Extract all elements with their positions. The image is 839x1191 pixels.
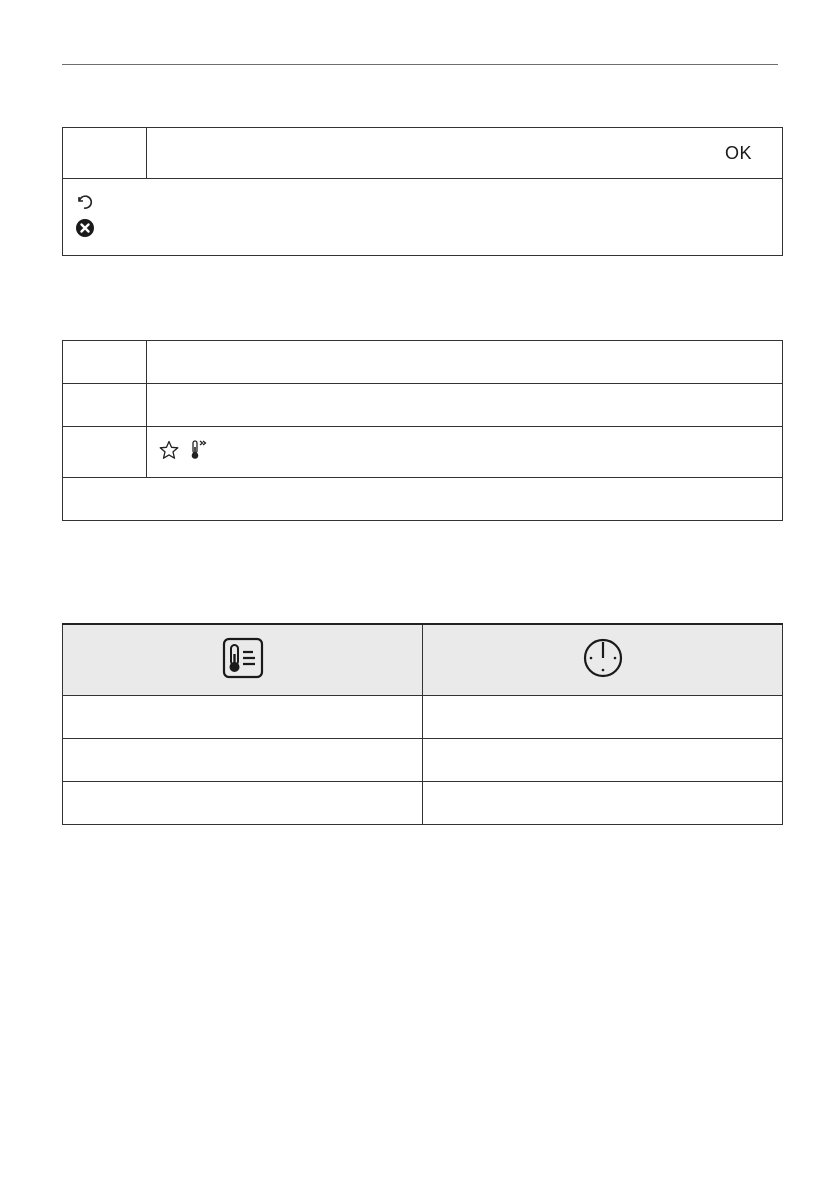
- table-row: [63, 384, 783, 427]
- table-row: [63, 179, 783, 256]
- table-cell: [63, 739, 423, 782]
- cancel-line: [63, 217, 782, 243]
- table-cell: [147, 427, 783, 478]
- table-header-row: [63, 624, 783, 696]
- table-row: [63, 739, 783, 782]
- table-cell: [147, 128, 783, 179]
- table-cell: [423, 696, 783, 739]
- header-rule: [62, 64, 778, 65]
- table-cell: [423, 739, 783, 782]
- table-cell: [63, 478, 783, 521]
- table-row: [63, 341, 783, 384]
- table-header-cell: [423, 624, 783, 696]
- table-cell: [63, 782, 423, 825]
- table-cell: [63, 179, 783, 256]
- core-temperature-sensor-icon: [222, 637, 264, 684]
- table-row: [63, 427, 783, 478]
- table-row: [63, 782, 783, 825]
- table-cell: [423, 782, 783, 825]
- table-row: [63, 696, 783, 739]
- table-cell: [63, 128, 147, 179]
- table-cell: [63, 696, 423, 739]
- table-2: [62, 340, 783, 521]
- cancel-x-icon: [75, 218, 95, 243]
- table-cell: [147, 384, 783, 427]
- thermometer-fast-icon: [187, 439, 213, 466]
- back-arrow-icon: [75, 193, 93, 216]
- table-row: [63, 128, 783, 179]
- table-1: [62, 127, 783, 256]
- table-3: [62, 623, 783, 825]
- clock-icon: [582, 637, 624, 684]
- table-cell: [63, 427, 147, 478]
- table-cell: [63, 384, 147, 427]
- ok-label: OK: [724, 142, 752, 163]
- table-cell: [147, 341, 783, 384]
- table-cell: [63, 341, 147, 384]
- table-header-cell: [63, 624, 423, 696]
- table-row: [63, 478, 783, 521]
- star-icon: [159, 440, 179, 465]
- back-line: [63, 191, 782, 217]
